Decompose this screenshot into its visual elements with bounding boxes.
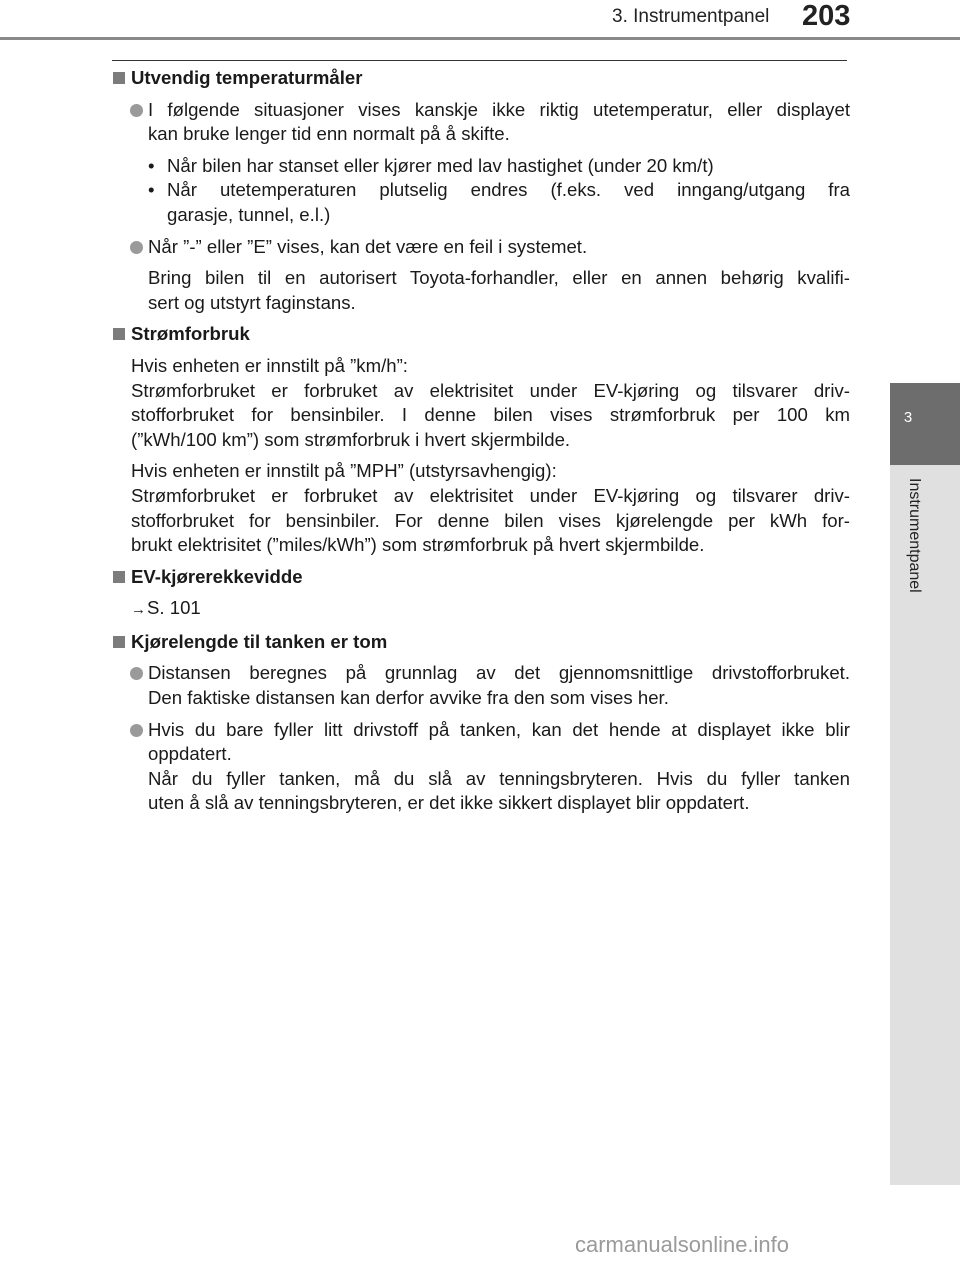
list-item-continuation [112, 266, 850, 315]
list-item [112, 98, 850, 147]
dot-bullet-icon: • [148, 154, 155, 176]
sub-list [112, 154, 850, 228]
text-line: Hvis enheten er innstilt på ”km/h”: [131, 354, 408, 376]
chapter-tab-band [890, 465, 960, 1185]
text-line: stofforbruket for bensinbiler. For denne bilen vises kjørelengde per kWh for- [131, 509, 850, 531]
text-line: Når du fyller tanken, må du slå av tenningsbryteren. Hvis du fyller tanken [148, 767, 850, 789]
paragraph [112, 459, 850, 557]
text-line: uten å slå av tenningsbryteren, er det ikke sikkert displayet blir oppdatert. [148, 792, 750, 814]
circle-bullet-icon [130, 724, 143, 737]
dot-bullet-icon: • [148, 179, 155, 201]
text-line: brukt elektrisitet (”miles/kWh”) som strømforbruk på hvert skjermbilde. [131, 534, 705, 556]
page-number: 203 [802, 0, 851, 32]
section-outdoor-temperature [112, 66, 850, 315]
chapter-tab-number: 3 [903, 409, 913, 426]
paragraph [112, 354, 850, 452]
section-title-text: Utvendig temperaturmåler [131, 67, 363, 88]
sub-list-item [148, 154, 850, 179]
list-item [112, 661, 850, 710]
section-ev-range [112, 565, 850, 623]
text-line: Hvis du bare fyller litt drivstoff på tanken, kan det hende at displayet ikke blir [148, 718, 850, 740]
text-line: kan bruke lenger tid enn normalt på å skifte. [148, 123, 510, 145]
text-line: Når bilen har stanset eller kjører med lav hastighet (under 20 km/t) [167, 154, 714, 176]
list-item [112, 718, 850, 816]
text-line: Strømforbruket er forbruket av elektrisitet under EV-kjøring og tilsvarer driv- [131, 379, 850, 401]
circle-bullet-icon [130, 241, 143, 254]
text-line: stofforbruket for bensinbiler. I denne bilen vises strømforbruk per 100 km [131, 404, 850, 426]
text-line: Når utetemperaturen plutselig endres (f.eks. ved inngang/utgang fra [167, 179, 850, 201]
square-bullet-icon [113, 72, 125, 84]
watermark-text: carmanualsonline.info [575, 1232, 790, 1257]
square-bullet-icon [113, 328, 125, 340]
text-line: Når ”-” eller ”E” vises, kan det være en feil i systemet. [148, 235, 588, 257]
text-line: sert og utstyrt faginstans. [148, 291, 356, 313]
section-title-text: Kjørelengde til tanken er tom [131, 630, 388, 652]
section-title [112, 630, 850, 655]
arrow-right-icon: → [131, 601, 146, 619]
section-title [112, 66, 850, 91]
header-rule [0, 37, 960, 40]
square-bullet-icon [113, 636, 125, 648]
section-distance-to-empty [112, 630, 850, 816]
section-title [112, 565, 850, 590]
header-chapter-title: 3. Instrumentpanel [612, 6, 770, 27]
circle-bullet-icon [130, 104, 143, 117]
section-title [112, 322, 850, 347]
chapter-tab [890, 383, 960, 465]
page-content [112, 66, 850, 823]
text-line: garasje, tunnel, e.l.) [167, 203, 331, 225]
square-bullet-icon [113, 571, 125, 583]
text-line: I følgende situasjoner vises kanskje ikke riktig utetemperatur, eller displayet [148, 98, 850, 120]
chapter-tab-label: Instrumentpanel [906, 478, 923, 593]
page-reference[interactable] [112, 596, 850, 623]
sub-list-item [148, 178, 850, 227]
text-line: Strømforbruket er forbruket av elektrisitet under EV-kjøring og tilsvarer driv- [131, 484, 850, 506]
text-line: Bring bilen til en autorisert Toyota-forhandler, eller en annen behørig kvalifi- [148, 267, 850, 289]
section-title-text: EV-kjørerekkevidde [131, 565, 303, 587]
page-reference-text: S. 101 [147, 597, 201, 619]
text-line: Den faktiske distansen kan derfor avvike fra den som vises her. [148, 687, 669, 709]
text-line: oppdatert. [148, 743, 232, 765]
text-line: Hvis enheten er innstilt på ”MPH” (utstyrsavhengig): [131, 460, 557, 482]
circle-bullet-icon [130, 667, 143, 680]
section-title-text: Strømforbruk [131, 323, 250, 345]
text-line: (”kWh/100 km”) som strømforbruk i hvert skjermbilde. [131, 428, 571, 450]
text-line: Distansen beregnes på grunnlag av det gjennomsnittlige drivstofforbruket. [148, 662, 850, 684]
section-power-consumption [112, 322, 850, 557]
content-top-rule [112, 60, 847, 61]
list-item [112, 235, 850, 260]
